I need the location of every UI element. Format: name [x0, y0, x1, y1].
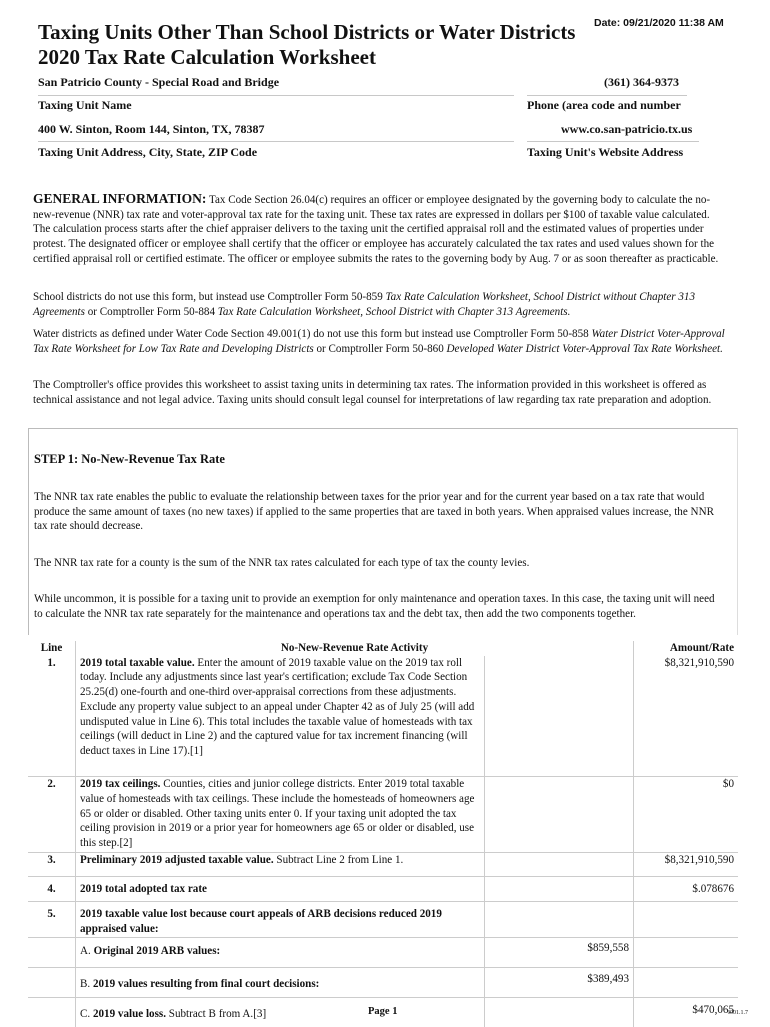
line-description-text: Subtract Line 2 from Line 1.: [273, 854, 404, 867]
line-amount: $8,321,910,590: [634, 853, 739, 877]
col-activity-header: No-New-Revenue Rate Activity: [76, 641, 634, 656]
general-info-text: Tax Code Section 26.04(c) requires an officer or employee designated by the governing body to calculate the no-new-revenue (NNR) tax rate and voter-approval tax rate for the taxing unit. These tax rates are expressed in dollars per $100 of taxable value calculated. The calculation process starts after the chief appraiser delivers to the taxing unit the certified appraisal roll and the estimated values of properties under protest. The designated officer or employee shall certify that the officer or employee has accurately calculated the tax rates and used values shown for the certified appraisal roll or certified estimate. The officer or employee submits the rates to the governing body by Aug. 7 or as soon thereafter as practicable.: [33, 194, 719, 265]
name-rule: [38, 95, 514, 96]
school-text-b: or Comptroller Form 50-884: [84, 305, 218, 318]
line-description-bold: 2019 total taxable value.: [80, 656, 195, 669]
form-title: [38, 20, 575, 70]
phone-label: Phone (area code and number: [527, 98, 681, 112]
line-number: 2.: [28, 777, 76, 853]
water-text-a: Water districts as defined under Water Code Section 49.001(1) do not use this form but instead use Comptroller Form 50-858: [33, 328, 592, 340]
line-number: 1.: [28, 656, 76, 777]
website-value: www.co.san-patricio.tx.us: [561, 122, 693, 136]
subline-bold: Original 2019 ARB values:: [93, 944, 221, 957]
step1-title: STEP 1: No-New-Revenue Tax Rate: [34, 452, 225, 466]
general-info-heading: GENERAL INFORMATION:: [33, 191, 207, 206]
subline-bold: 2019 value loss.: [92, 1007, 166, 1020]
line-description-bold: Preliminary 2019 adjusted taxable value.: [80, 854, 274, 867]
table-header-row: [28, 641, 738, 656]
address-value: 400 W. Sinton, Room 144, Sinton, TX, 78387: [38, 122, 265, 136]
print-date: Date: 09/21/2020 11:38 AM: [594, 17, 724, 29]
line-sub-amount: [485, 656, 634, 777]
school-form-title-b: Tax Rate Calculation Worksheet, School District with Chapter 313 Agreements.: [217, 305, 571, 318]
step1-paragraph-3: While uncommon, it is possible for a taxing unit to provide an exemption for only maintenance and operation taxes. In this case, the taxing unit will need to calculate the NNR tax rate separately for the maintenance and operations tax and the debt tax, then add the two components together.: [34, 593, 715, 620]
subline-prefix: B.: [80, 977, 93, 990]
col-line-header: Line: [28, 641, 76, 656]
table-row: [28, 902, 738, 937]
form-code: I001.1.7: [728, 1010, 748, 1016]
line-amount: [634, 902, 739, 937]
table-subrow: [28, 967, 738, 997]
address-label: Taxing Unit Address, City, State, ZIP Code: [38, 145, 258, 159]
subline-prefix: A.: [80, 944, 94, 957]
line-description-bold: 2019 taxable value lost because court appeals of ARB decisions reduced 2019 appraised value:: [80, 908, 442, 935]
school-form-title-a: Tax Rate Calculation Worksheet, School District without Chapter 313 Agreements: [33, 291, 696, 318]
water-district-paragraph: [33, 327, 729, 356]
line-description-bold: 2019 tax ceilings.: [80, 778, 161, 791]
title-line-1: Taxing Units Other Than School Districts or Water Districts: [38, 20, 576, 44]
school-text-a: School districts do not use this form, but instead use Comptroller Form 50-859: [33, 291, 386, 303]
subline-amount: [634, 967, 739, 997]
line-description: [76, 902, 485, 937]
line-description: [76, 777, 485, 853]
line-amount: $.078676: [634, 877, 739, 902]
line-sub-amount: [485, 877, 634, 902]
water-text-b: or Comptroller Form 50-860: [313, 342, 447, 355]
subline-amount: [634, 937, 739, 967]
line-amount: $0: [634, 777, 739, 853]
step1-paragraph-2: The NNR tax rate for a county is the sum of the NNR tax rates calculated for each type of tax the county levies.: [34, 557, 530, 569]
taxing-unit-name-label: Taxing Unit Name: [38, 98, 132, 112]
line-number: [28, 937, 76, 967]
table-row: [28, 777, 738, 853]
col-amount-header: Amount/Rate: [669, 642, 734, 654]
line-sub-amount: [485, 902, 634, 937]
line-number: [28, 997, 76, 1027]
subline-description: [76, 937, 485, 967]
subline-amount: $470,065: [692, 1003, 734, 1016]
line-number: [28, 967, 76, 997]
line-description: [76, 877, 485, 902]
general-info-paragraph: [33, 192, 729, 267]
line-number: 5.: [28, 902, 76, 937]
line-sub-amount: [485, 853, 634, 877]
line-sub-amount: [485, 777, 634, 853]
address-rule: [38, 141, 514, 142]
nnr-rate-table: [28, 641, 738, 1027]
table-row: [28, 877, 738, 902]
school-district-paragraph: [33, 290, 729, 319]
line-description-bold: 2019 total adopted tax rate: [80, 883, 207, 896]
line-number: 3.: [28, 853, 76, 877]
phone-rule: [527, 95, 687, 96]
table-row: [28, 853, 738, 877]
subline-text: Subtract B from A.[3]: [166, 1007, 267, 1020]
title-line-2: 2020 Tax Rate Calculation Worksheet: [38, 45, 376, 69]
taxing-unit-name-value: San Patricio County - Special Road and Bridge: [38, 75, 280, 89]
subline-prefix: C.: [80, 1007, 93, 1020]
step1-paragraph-1: The NNR tax rate enables the public to evaluate the relationship between taxes for the prior year and for the current year based on a tax rate that would produce the same amount of taxes (no new taxes) if applied to the same properties that are taxed in both years. When appraised values increase, the NNR tax rate should decrease.: [34, 491, 714, 533]
subline-bold: 2019 values resulting from final court decisions:: [92, 977, 320, 990]
line-amount: $8,321,910,590: [634, 656, 739, 777]
water-form-title-b: Developed Water District Voter-Approval Tax Rate Worksheet.: [446, 342, 723, 355]
water-form-title-a: Water District Voter-Approval Tax Rate Worksheet for Low Tax Rate and Developing Districts: [33, 328, 725, 355]
subline-value: $859,558: [485, 937, 634, 967]
subline-description: [76, 967, 485, 997]
subline-value: $389,493: [485, 967, 634, 997]
table-row: [28, 656, 738, 777]
subline-value: [485, 997, 634, 1027]
line-description: [76, 656, 485, 777]
subline-description: [76, 997, 485, 1027]
table-subrow: [28, 937, 738, 967]
comptroller-paragraph: The Comptroller's office provides this worksheet to assist taxing units in determining tax rates. The information provided in this worksheet is offered as technical assistance and not legal advice. Taxing units should consult legal counsel for interpretations of law regarding tax rate preparation and adoption.: [33, 379, 712, 406]
website-label: Taxing Unit's Website Address: [527, 145, 684, 159]
line-number: 4.: [28, 877, 76, 902]
line-description-text: Enter the amount of 2019 taxable value on the 2019 tax roll today. Include any adjustments since last year's certification; exclude Tax Code Section 25.25(d) one-fourth and one-third over-appraisal corrections from these adjustments. Exclude any property value subject to an appeal under Chapter 42 as of July 25 (will add undisputed value in Line 6). This total includes the taxable value of homesteads with tax ceilings (will deduct in Line 2) and the captured value for tax increment financing (will deduct taxes in Line 17).[1]: [80, 656, 475, 757]
line-description-text: Counties, cities and junior college districts. Enter 2019 total taxable value of homesteads with tax ceilings. These include the homesteads of homeowners age 65 or older or disabled. Other taxing units enter 0. If your taxing unit adopted the tax ceiling provision in 2019 or a prior year for homeowners age 65 or older or disabled, use this step.[2]: [80, 778, 475, 850]
phone-value: (361) 364-9373: [604, 75, 679, 89]
website-rule: [527, 141, 699, 142]
page-number: Page 1: [368, 1006, 398, 1017]
line-description: [76, 853, 485, 877]
